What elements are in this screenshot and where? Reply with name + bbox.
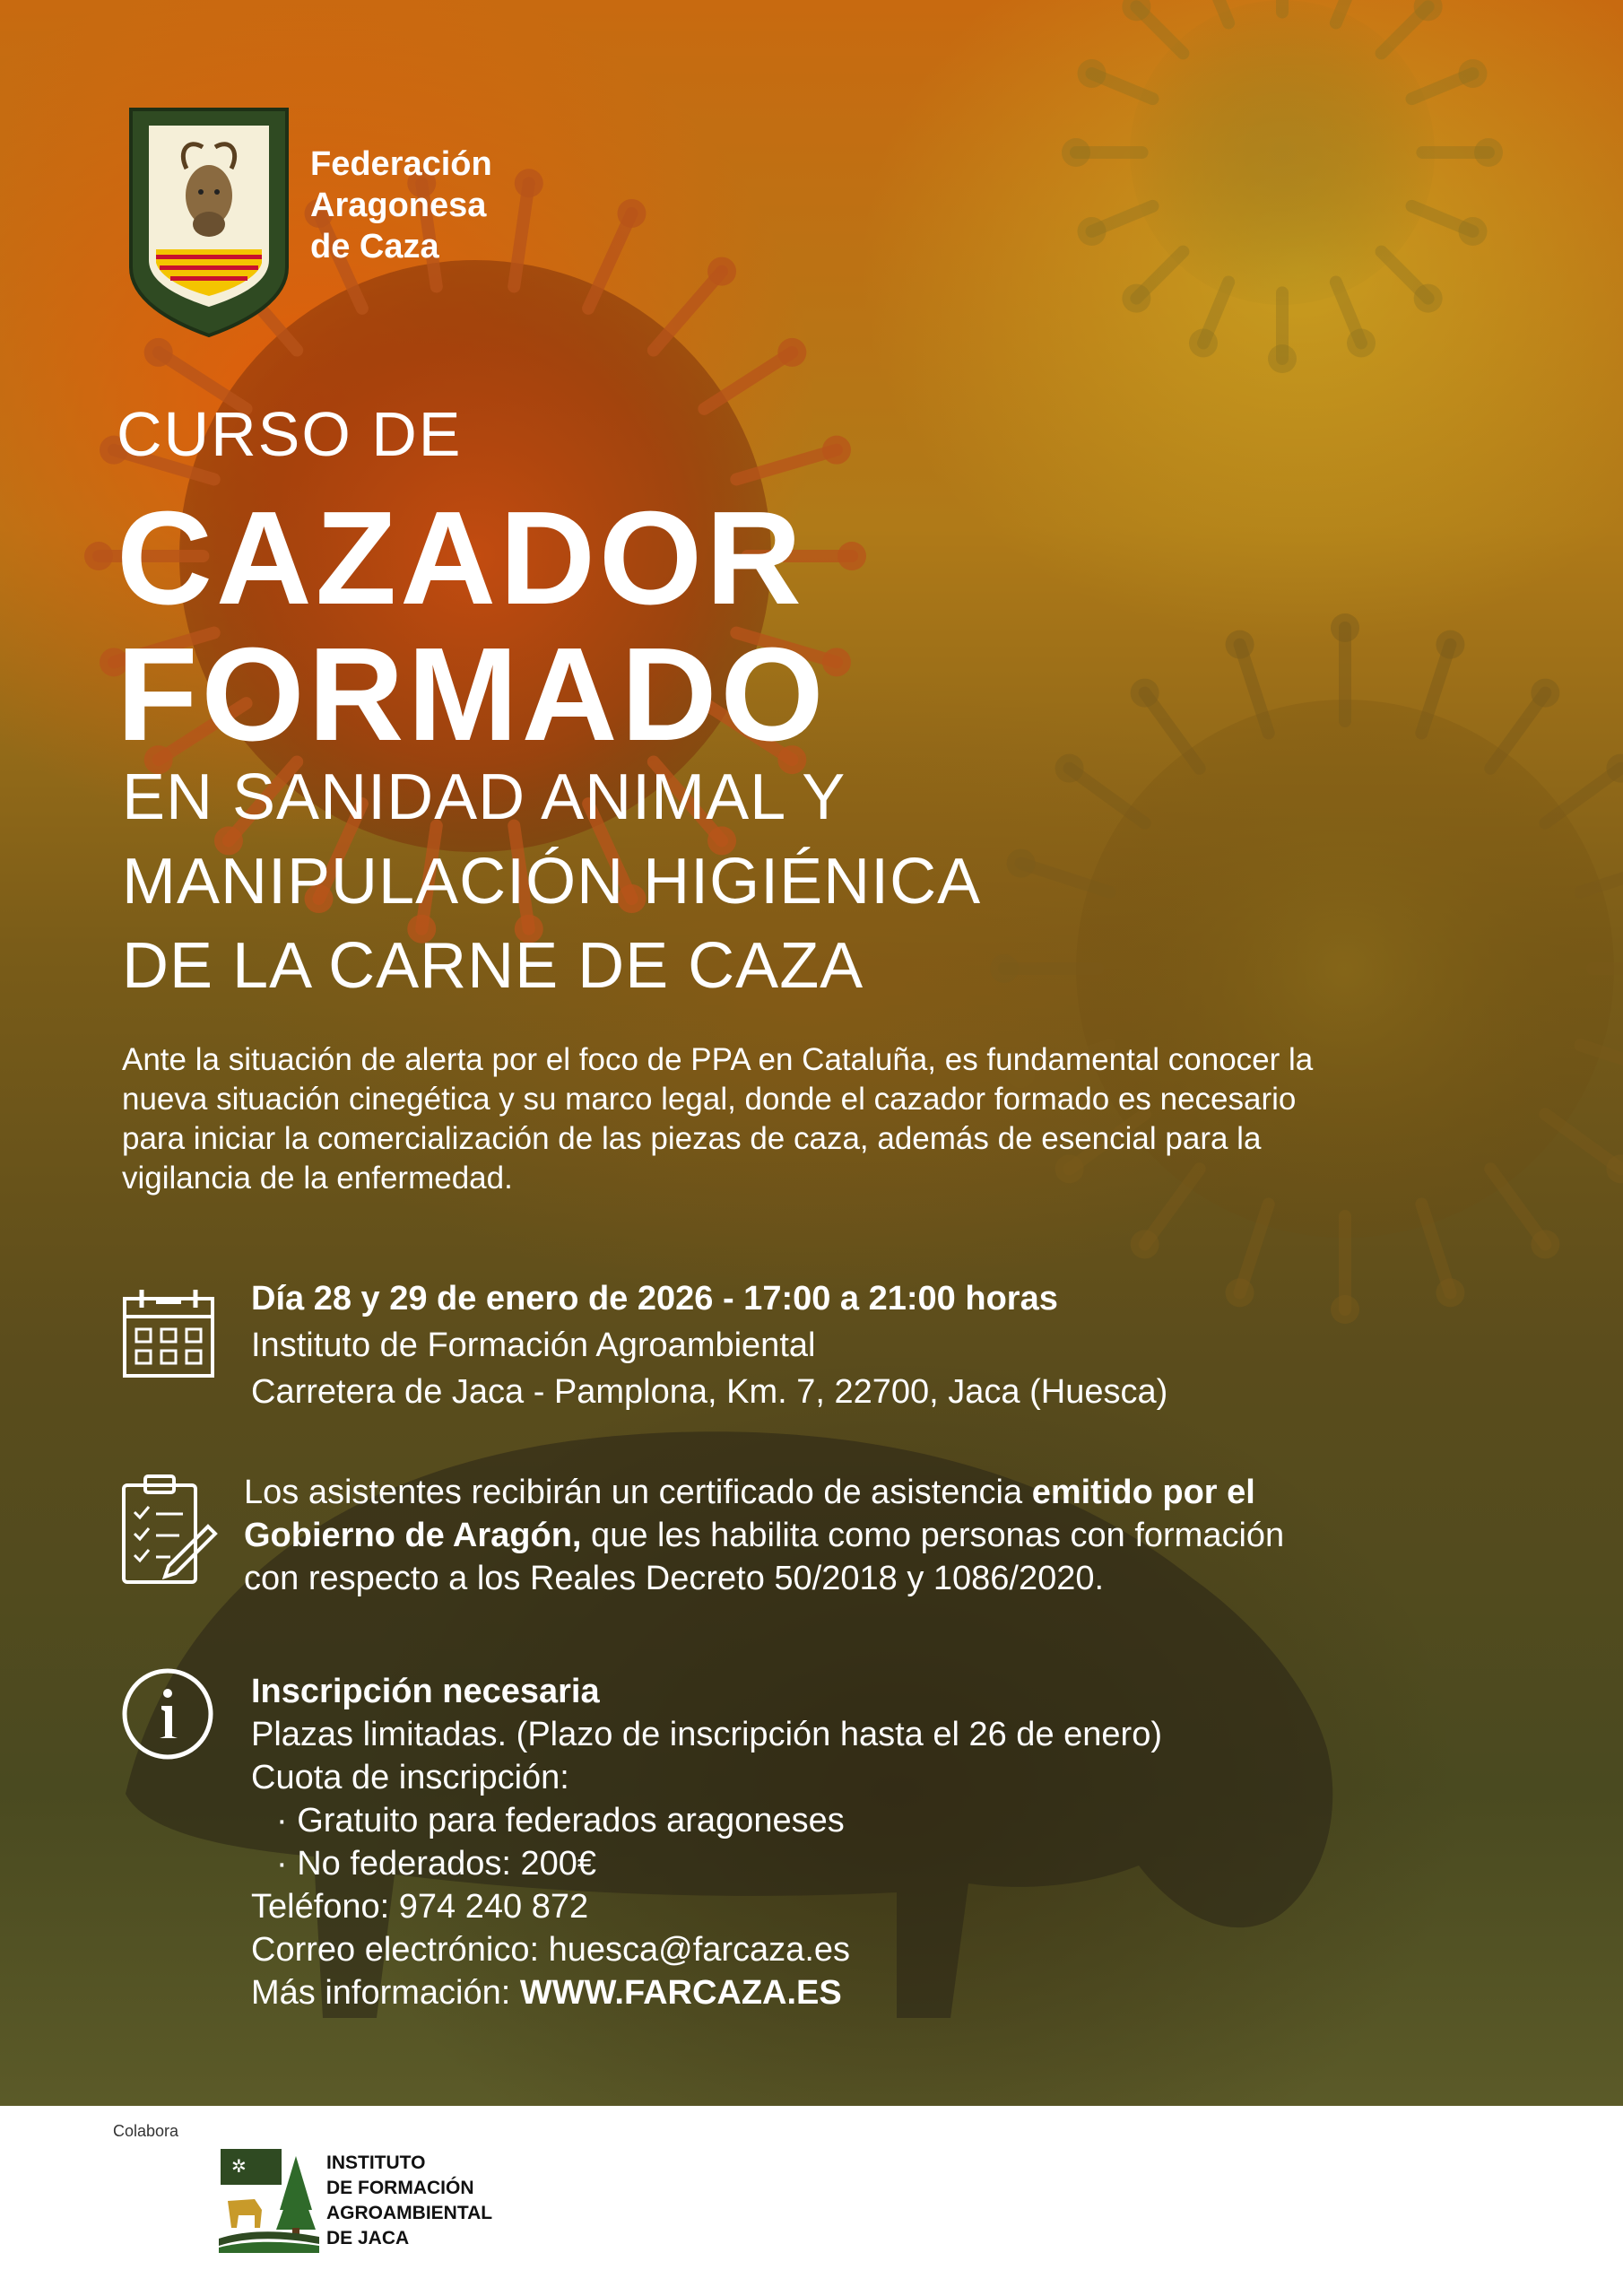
ifa-jaca-name (326, 2151, 492, 2251)
intro-line: Ante la situación de alerta por el foco de PPA en Cataluña, es fundamental conocer la (122, 1042, 1314, 1077)
colabora-label: Colabora (113, 2122, 179, 2140)
virus-spike-tip (1436, 631, 1464, 659)
virus-spike-tip (707, 257, 736, 286)
virus-spike-tip (144, 338, 173, 367)
virus-spike-tip (1131, 1230, 1159, 1258)
website-link[interactable]: WWW.FARCAZA.ES (519, 1974, 842, 2012)
registration-heading: Inscripción necesaria (251, 1673, 600, 1710)
schedule-block (251, 1275, 1167, 1415)
virus-spike-tip (1458, 217, 1487, 246)
schedule-address: Carretera de Jaca - Pamplona, Km. 7, 22700, Jaca (Huesca) (251, 1373, 1168, 1411)
virus-spike-tip (822, 436, 851, 465)
intro-paragraph (122, 1040, 1521, 1198)
virus-spike-tip (617, 199, 646, 228)
course-subtitle-line-3: DE LA CARNE DE CAZA (122, 930, 864, 1002)
virus-spike-tip (1007, 849, 1036, 878)
virus-spike-tip (838, 542, 866, 570)
course-subtitle-line-2: MANIPULACIÓN HIGIÉNICA (122, 846, 982, 918)
virus-spike (654, 272, 722, 351)
course-title-line-2: FORMADO (117, 621, 828, 769)
virus-spike-tip (1331, 1295, 1359, 1324)
virus-spike-tip (84, 542, 113, 570)
ifa-name-line-1: INSTITUTO (326, 2152, 426, 2173)
registration-fee-non-federated: · No federados: 200€ (276, 1845, 597, 1883)
registration-block (251, 1670, 1162, 2014)
virus-spike-tip (777, 338, 806, 367)
virus-spike-tip (1078, 59, 1107, 88)
virus-spike-tip (1078, 217, 1107, 246)
virus-spike-tip (1062, 138, 1090, 167)
registration-email: Correo electrónico: huesca@farcaza.es (251, 1931, 851, 1969)
federation-logo (124, 106, 294, 339)
certificate-line-2-end: que les habilita como personas con formación (581, 1517, 1285, 1554)
virus-spike-tip (1531, 1230, 1559, 1258)
svg-text:✲: ✲ (231, 2155, 247, 2177)
certificate-line-3: con respecto a los Reales Decreto 50/2018 y 1086/2020. (244, 1560, 1105, 1597)
virus-spike-tip (1474, 138, 1503, 167)
ifa-name-line-2: DE FORMACIÓN (326, 2178, 474, 2198)
course-pretitle: CURSO DE (117, 399, 463, 469)
virus-spike-tip (1268, 344, 1297, 373)
federation-name-line-2: Aragonesa (310, 187, 487, 224)
more-info-label: Más información: (251, 1974, 520, 2012)
registration-phone: Teléfono: 974 240 872 (251, 1888, 589, 1926)
virus-spike (704, 352, 792, 409)
virus-spike-tip (1531, 679, 1559, 708)
certificate-line-1-bold: emitido por el (1031, 1474, 1255, 1511)
info-icon (120, 1666, 215, 1761)
virus-spike-tip (1226, 1278, 1254, 1307)
virus-spike-tip (1131, 679, 1159, 708)
virus-spike-tip (1347, 328, 1376, 357)
federation-name-line-1: Federación (310, 145, 492, 183)
course-subtitle-line-1: EN SANIDAD ANIMAL Y (122, 761, 846, 833)
registration-fee-label: Cuota de inscripción: (251, 1759, 569, 1796)
federation-name-line-3: de Caza (310, 228, 439, 265)
ifa-name-line-3: AGROAMBIENTAL (326, 2203, 493, 2223)
virus-spike-tip (1189, 328, 1218, 357)
intro-line: para iniciar la comercialización de las piezas de caza, además de esencial para la (122, 1121, 1262, 1156)
virus-spike-tip (1414, 284, 1443, 313)
clipboard-pen-icon (120, 1471, 219, 1587)
ifa-jaca-logo (219, 2147, 319, 2253)
virus-spike-tip (1122, 284, 1150, 313)
certificate-block (244, 1471, 1284, 1600)
schedule-venue: Instituto de Formación Agroambiental (251, 1326, 816, 1364)
course-title-line-1: CAZADOR (117, 484, 805, 632)
registration-fee-federated: · Gratuito para federados aragoneses (276, 1802, 845, 1839)
virus-spike-tip (1331, 613, 1359, 642)
virus-spike-tip (1458, 59, 1487, 88)
federation-name (310, 144, 492, 267)
virus-spike-tip (990, 954, 1019, 983)
virus-spike-tip (1055, 754, 1084, 783)
certificate-line-1-start: Los asistentes recibirán un certificado de asistencia (244, 1474, 1032, 1511)
registration-places: Plazas limitadas. (Plazo de inscripción hasta el 26 de enero) (251, 1716, 1162, 1753)
virus-spike-tip (1436, 1278, 1464, 1307)
ifa-name-line-4: DE JACA (326, 2228, 410, 2248)
calendar-icon (122, 1286, 215, 1379)
schedule-date-time: Día 28 y 29 de enero de 2026 - 17:00 a 21:00 horas (251, 1280, 1058, 1318)
virus-spike-tip (515, 169, 543, 197)
virus-spike-tip (1226, 631, 1254, 659)
certificate-line-2-bold: Gobierno de Aragón, (244, 1517, 582, 1554)
intro-line: nueva situación cinegética y su marco legal, donde el cazador formado es necesario (122, 1082, 1297, 1117)
intro-line: vigilancia de la enfermedad. (122, 1161, 513, 1196)
